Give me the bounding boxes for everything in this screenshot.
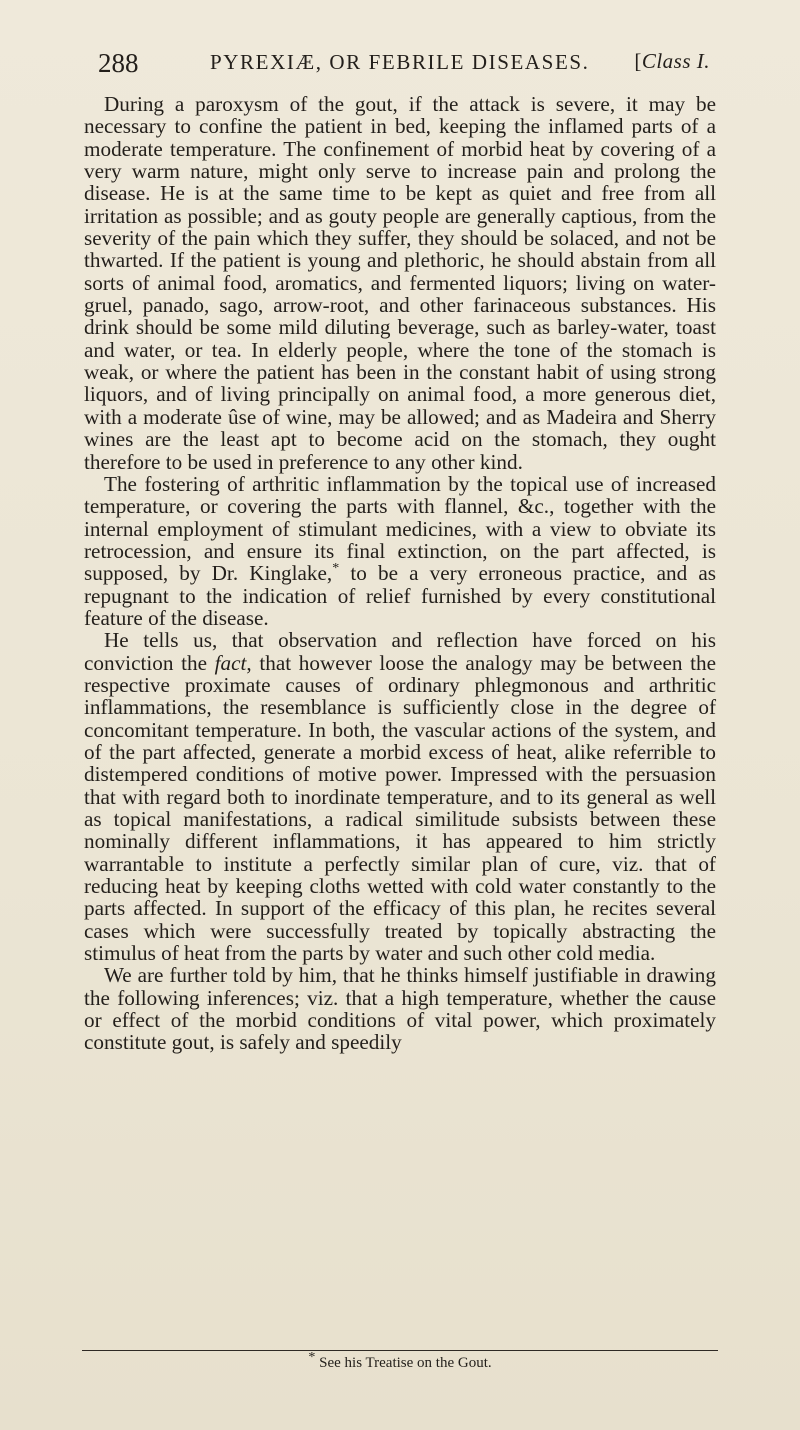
paragraph-3	[84, 629, 716, 964]
emphasis-fact: fact	[214, 650, 247, 675]
body-text	[84, 93, 716, 1054]
footnote-mark: *	[308, 1350, 316, 1365]
class-label	[634, 49, 710, 74]
footnote	[84, 1350, 716, 1372]
paragraph-4: We are further told by him, that he thinks himself justifiable in drawing the following inferences; viz. that a high temperature, whether the cause or effect of the morbid conditions of vital power, which proximately constitute gout, is safely and speedily	[84, 963, 716, 1055]
footnote-text: See his Treatise on the Gout.	[315, 1355, 492, 1371]
paragraph-2	[84, 473, 716, 629]
paragraph-1: During a paroxysm of the gout, if the attack is severe, it may be necessary to confine the patient in bed, keeping the inflamed parts of a moderate temperature. The confinement of morbid heat by covering of a very warm nature, might only serve to increase pain and prolong the disease. He is at the same time to be kept as quiet and free from all irritation as possible; and as gouty people are generally captious, from the severity of the pain which they suffer, they should be solaced, and not be thwarted. If the patient is young and plethoric, he should abstain from all sorts of animal food, aromatics, and fermented liquors; living on water-gruel, panado, sago, arrow-root, and other farinaceous substances. His drink should be some mild diluting beverage, such as barley-water, toast and water, or tea. In elderly people, where the tone of the stomach is weak, or where the patient has been in the constant habit of using strong liquors, and of living principally on animal food, a more generous diet, with a moderate ûse of wine, may be allowed; and as Madeira and Sherry wines are the least apt to become acid on the stomach, they ought therefore to be used in preference to any other kind.	[84, 92, 716, 474]
page-number: 288	[98, 48, 139, 78]
class-bracket: [	[634, 49, 642, 73]
running-header	[98, 48, 710, 82]
running-title: PYREXIÆ, OR FEBRILE DISEASES.	[210, 50, 590, 74]
paragraph-3-part-a: He tells us, that observation and reflection have forced on his conviction the	[84, 628, 716, 675]
footnote-reference[interactable]: *	[332, 561, 340, 577]
paragraph-2-part-a: The fostering of arthritic inflammation by the topical use of increased temperature, or covering the parts with flannel, &c., together with the internal employment of stimulant medicines, with a view to obviate its retrocession, and ensure its final extinction, on the part affected, is supposed, by Dr. Kinglake,	[84, 471, 716, 586]
footnote-divider	[82, 1350, 718, 1351]
class-text: Class I.	[641, 49, 710, 73]
paragraph-2-part-b: to be a very erroneous practice, and as repugnant to the indication of relief furnished by every constitutional feature of the disease.	[84, 561, 716, 630]
paragraph-3-part-b: , that however loose the analogy may be between the respective proximate causes of ordinary phlegmonous and arthritic inflammations, the resemblance is sufficiently close in the degree of concomitant temperature. In both, the vascular actions of the system, and of the part affected, generate a morbid excess of heat, alike referrible to distempered conditions of motive power. Impressed with the persuasion that with regard both to inordinate temperature, and to its general as well as topical manifestations, a radical similitude subsists between these nominally different inflammations, it has appeared to him strictly warrantable to institute a perfectly similar plan of cure, viz. that of reducing heat by keeping cloths wetted with cold water constantly to the parts affected. In support of the efficacy of this plan, he recites several cases which were successfully treated by topically abstracting the stimulus of heat from the parts by water and such other cold media.	[84, 650, 716, 966]
